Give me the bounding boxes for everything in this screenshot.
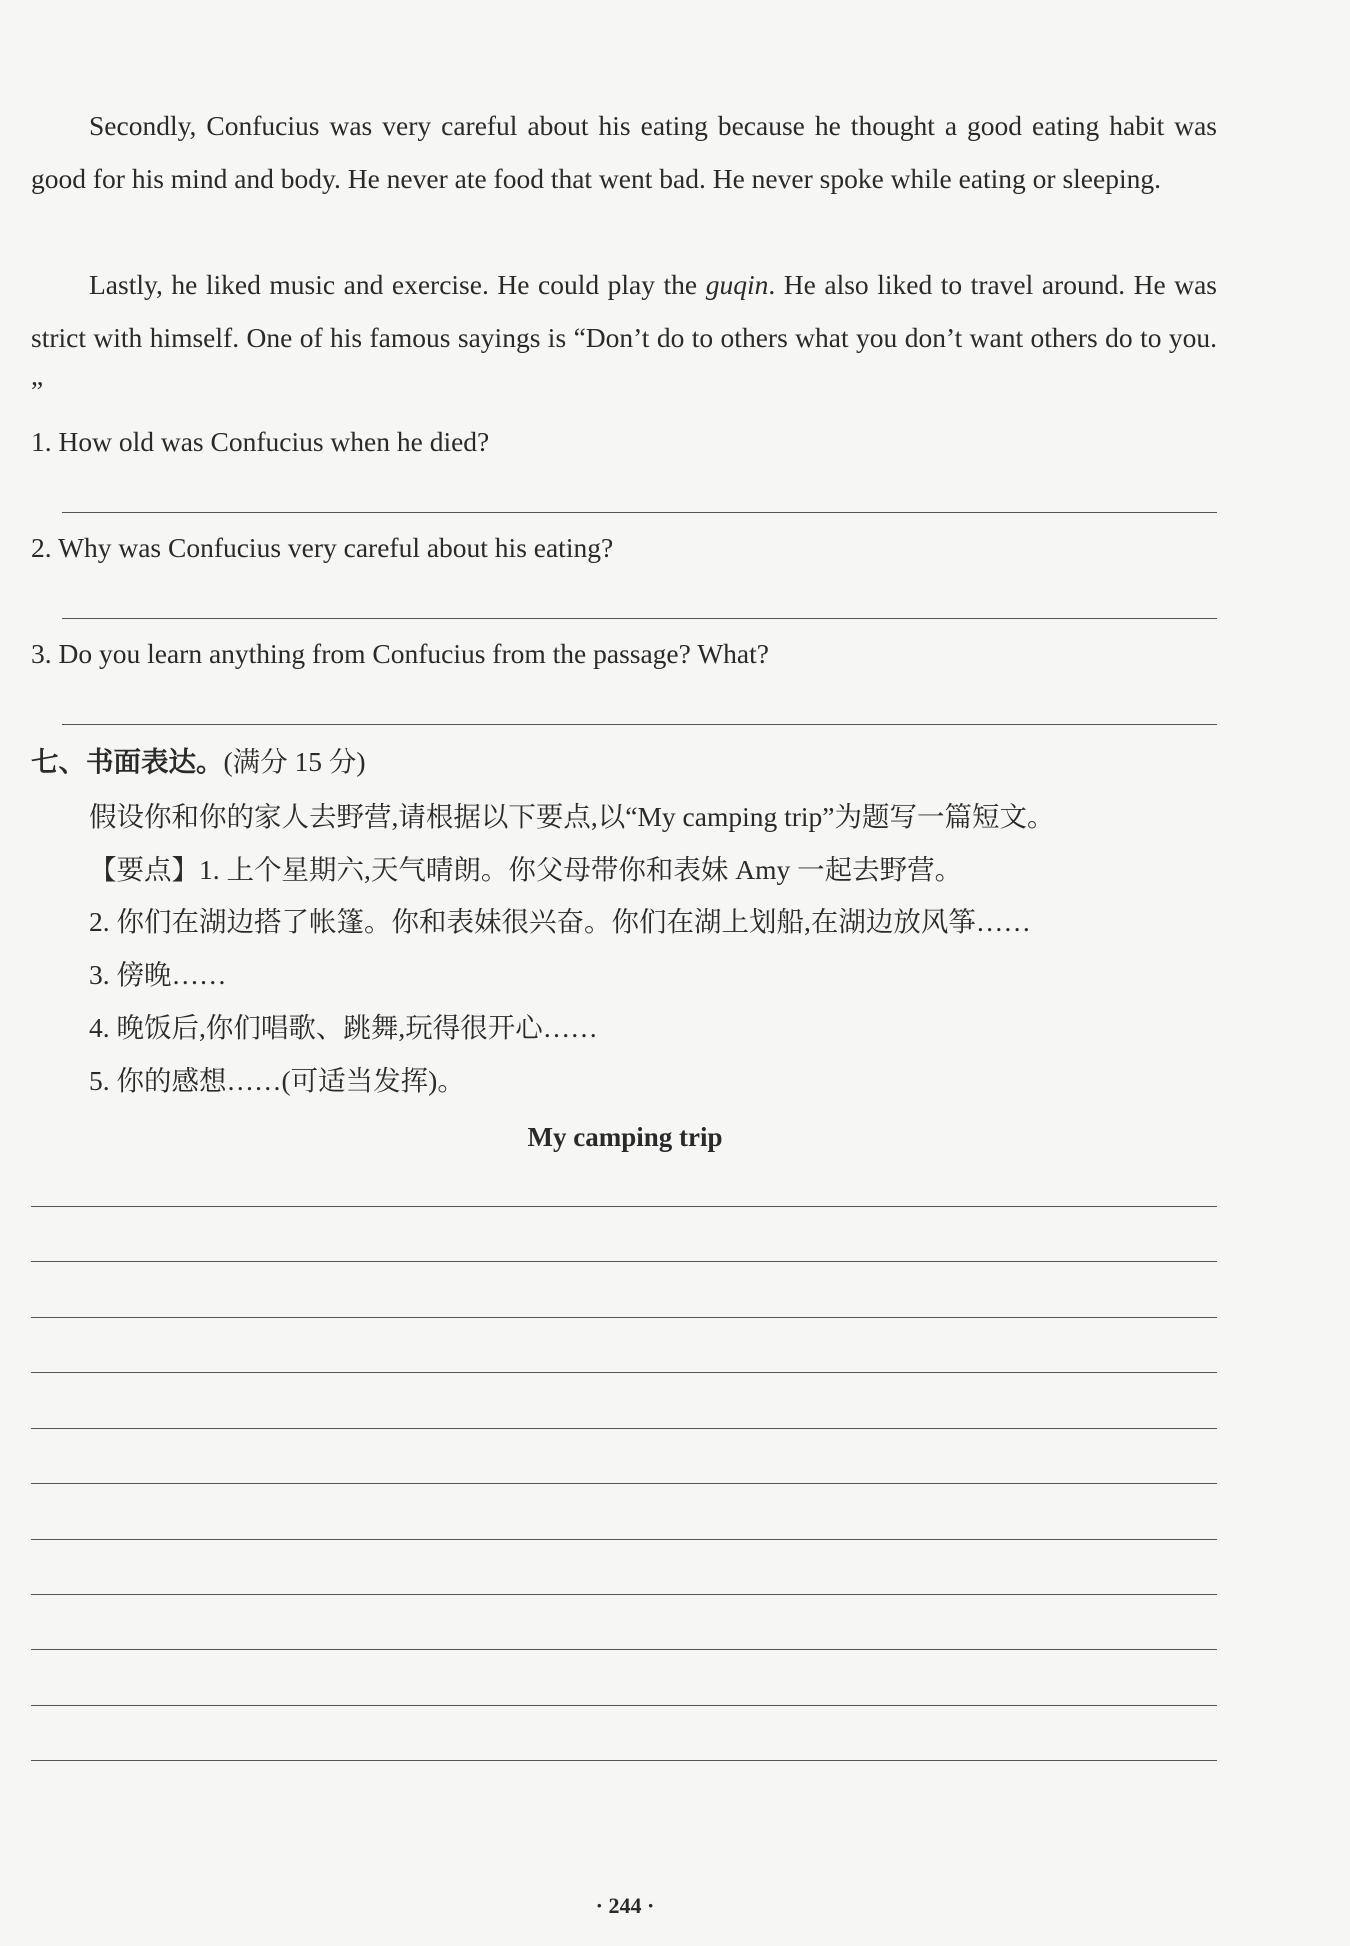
writing-line[interactable] — [31, 1206, 1217, 1207]
writing-instruction: 假设你和你的家人去野营,请根据以下要点,以“My camping trip”为题写一篇短文。 — [89, 801, 1055, 832]
essay-title: My camping trip — [527, 1122, 723, 1152]
question-3: 3. Do you learn anything from Confucius from the passage? What? — [31, 638, 769, 669]
question-2: 2. Why was Confucius very careful about his eating? — [31, 532, 614, 563]
section-7-header — [31, 742, 366, 782]
point-3: 3. 傍晚…… — [89, 959, 227, 990]
writing-line[interactable] — [31, 1261, 1217, 1262]
writing-line[interactable] — [31, 1649, 1217, 1650]
point-4: 4. 晚饭后,你们唱歌、跳舞,玩得很开心…… — [89, 1012, 598, 1043]
writing-line[interactable] — [31, 1539, 1217, 1540]
writing-line[interactable] — [31, 1760, 1217, 1761]
paragraph-text-end: . He also liked to travel around. He was strict with himself. One of his famous sayings is “Don’t do to others what you don’t want others do to you. ” — [31, 269, 1217, 406]
point-1-text: 1. 上个星期六,天气晴朗。你父母带你和表妹 Amy 一起去野营。 — [199, 854, 963, 885]
page-number: · 244 · — [595, 1893, 655, 1918]
writing-line[interactable] — [31, 1705, 1217, 1706]
passage-paragraph-secondly — [31, 99, 1217, 205]
paragraph-text-start: Lastly, he liked music and exercise. He could play the — [89, 269, 706, 300]
answer-line-3[interactable] — [62, 724, 1217, 725]
writing-line[interactable] — [31, 1483, 1217, 1484]
answer-line-2[interactable] — [62, 618, 1217, 619]
points-label: 【要点】 — [89, 854, 199, 885]
writing-line[interactable] — [31, 1428, 1217, 1429]
paragraph-text: Secondly, Confucius was very careful about his eating because he thought a good eating habit was good for his mind and body. He never ate food that went bad. He never spoke while eating or sleeping. — [31, 110, 1217, 194]
question-1: 1. How old was Confucius when he died? — [31, 426, 490, 457]
point-2: 2. 你们在湖边搭了帐篷。你和表妹很兴奋。你们在湖上划船,在湖边放风筝…… — [89, 906, 1031, 937]
section-7-score: (满分 15 分) — [223, 746, 366, 777]
writing-line[interactable] — [31, 1594, 1217, 1595]
italic-word-guqin: guqin — [705, 269, 769, 300]
writing-line[interactable] — [31, 1317, 1217, 1318]
answer-line-1[interactable] — [62, 512, 1217, 513]
point-1 — [89, 850, 962, 890]
writing-line[interactable] — [31, 1372, 1217, 1373]
point-5: 5. 你的感想……(可适当发挥)。 — [89, 1065, 465, 1096]
section-7-heading: 七、书面表达。 — [31, 746, 224, 777]
passage-paragraph-lastly — [31, 258, 1217, 417]
